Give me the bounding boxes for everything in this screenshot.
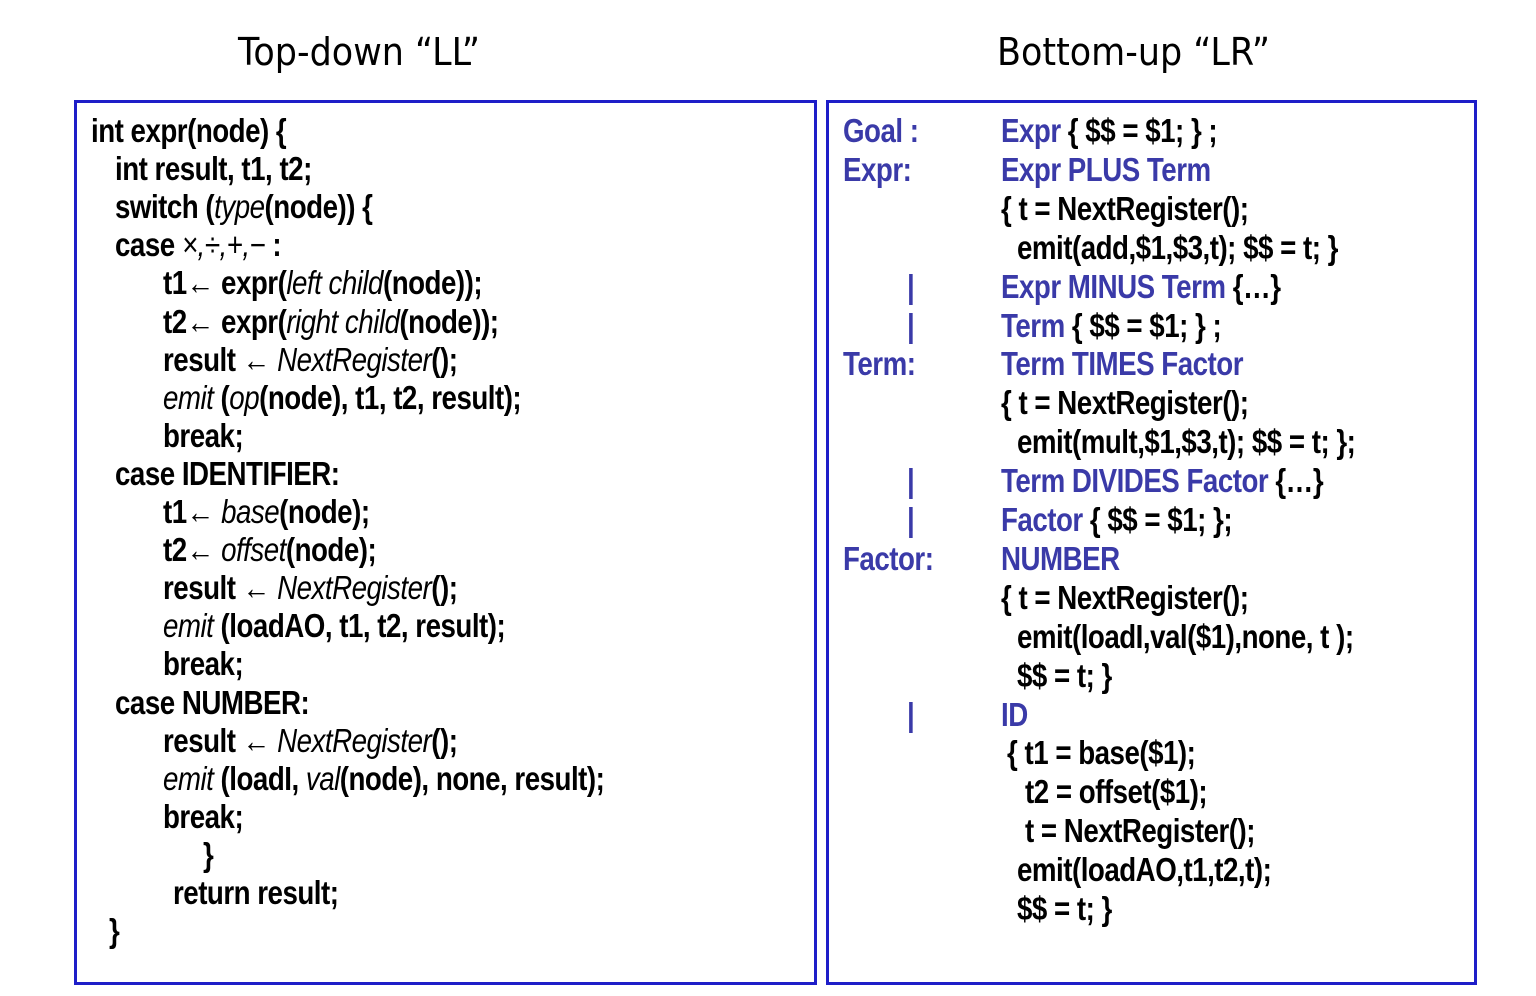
semantic-action: { $$ = $1; };	[1082, 501, 1233, 538]
bottom-up-lr-title: Bottom-up “LR”	[997, 30, 1270, 74]
grammar-rhs: Factor	[1001, 501, 1083, 538]
semantic-action: { t = NextRegister();	[1001, 578, 1249, 616]
code-token: (node));	[399, 302, 499, 340]
code-italic-token: NextRegister	[277, 340, 432, 378]
code-line	[163, 379, 521, 417]
code-line	[163, 607, 505, 645]
semantic-action: t = NextRegister();	[1025, 812, 1255, 850]
grammar-line	[1001, 268, 1280, 306]
code-token: result ←	[163, 569, 278, 607]
code-line	[163, 569, 457, 607]
grammar-line	[1001, 540, 1120, 578]
code-token: return result;	[173, 874, 339, 911]
semantic-action: { $$ = $1; } ;	[1064, 306, 1222, 344]
code-token: (	[213, 378, 230, 416]
code-italic-token: left child	[286, 264, 383, 302]
semantic-action: t2 = offset($1);	[1025, 773, 1208, 811]
grammar-line	[1001, 307, 1221, 345]
code-line	[163, 493, 370, 531]
code-line	[203, 836, 213, 874]
code-token: (loadAO, t1, t2, result);	[213, 607, 506, 645]
code-token: ();	[431, 721, 458, 759]
code-token: (node), none, result);	[339, 759, 605, 797]
semantic-action: emit(add,$1,$3,t); $$ = t; }	[1017, 228, 1338, 266]
code-italic-token: op	[229, 378, 260, 416]
code-italic-token: NextRegister	[277, 721, 432, 759]
code-token: switch (	[115, 188, 215, 226]
code-token: (loadI,	[213, 759, 306, 797]
code-line	[163, 417, 243, 455]
semantic-action: $$ = t; }	[1017, 890, 1112, 927]
code-token: break;	[163, 797, 244, 835]
code-token: t1←	[163, 493, 222, 530]
code-token: t2←	[163, 531, 222, 569]
grammar-line	[1001, 112, 1217, 150]
code-token: int expr(node) {	[91, 112, 287, 149]
code-token: }	[109, 912, 120, 950]
code-line	[91, 112, 286, 150]
grammar-line	[1001, 345, 1243, 383]
grammar-rhs: Expr PLUS Term	[1001, 150, 1211, 188]
code-token: (node));	[382, 264, 483, 302]
code-line	[109, 912, 119, 950]
code-token: case NUMBER:	[115, 683, 310, 721]
grammar-line	[1017, 423, 1355, 461]
grammar-line	[1001, 501, 1232, 539]
code-token: break;	[163, 645, 244, 683]
grammar-line	[1017, 229, 1338, 267]
grammar-rhs: Term DIVIDES Factor	[1001, 462, 1269, 500]
code-italic-token: emit	[163, 759, 214, 797]
code-token: case	[115, 226, 182, 264]
grammar-rhs: Term	[1001, 306, 1065, 344]
top-down-code-panel	[74, 100, 817, 985]
code-token: case IDENTIFIER:	[115, 454, 340, 492]
grammar-line	[1001, 384, 1248, 422]
grammar-rhs: Term TIMES Factor	[1001, 345, 1243, 383]
semantic-action: emit(loadI,val($1),none, t );	[1017, 617, 1354, 655]
code-line	[163, 303, 499, 341]
production-label: Goal :	[843, 112, 919, 149]
code-italic-token: NextRegister	[277, 569, 432, 607]
alternative-bar: |	[907, 306, 915, 344]
code-line	[115, 188, 372, 226]
production-label: Factor:	[843, 539, 934, 577]
code-line	[163, 531, 376, 569]
grammar-line	[1001, 151, 1211, 189]
code-token: result ←	[163, 340, 278, 378]
alternative-bar: |	[907, 267, 915, 305]
code-line	[115, 455, 340, 493]
code-line	[163, 341, 457, 379]
alternative-bar: |	[907, 462, 915, 500]
code-italic-token: emit	[163, 607, 214, 645]
production-label: Term:	[843, 345, 916, 383]
grammar-line	[1017, 657, 1112, 695]
code-line	[163, 760, 604, 798]
code-line	[173, 874, 338, 912]
grammar-line	[1025, 773, 1207, 811]
semantic-action: emit(mult,$1,$3,t); $$ = t; };	[1017, 423, 1356, 461]
code-line	[163, 722, 457, 760]
code-italic-token: offset	[221, 531, 286, 569]
code-italic-token: type	[214, 188, 265, 226]
semantic-action: $$ = t; }	[1017, 656, 1112, 694]
grammar-rhs: ID	[1001, 695, 1028, 733]
code-token: (node);	[279, 493, 370, 530]
code-italic-token: val	[305, 759, 340, 797]
semantic-action: { t1 = base($1);	[1007, 734, 1196, 772]
grammar-line	[1017, 890, 1112, 928]
grammar-line	[1001, 579, 1248, 617]
code-italic-token: emit	[163, 378, 214, 416]
grammar-line	[1017, 851, 1271, 889]
code-token: :	[265, 226, 282, 264]
code-token: int result, t1, t2;	[115, 150, 312, 188]
code-line	[163, 798, 243, 836]
bottom-up-grammar-panel	[826, 100, 1477, 985]
code-token: (node)) {	[264, 188, 373, 226]
code-italic-token: base	[221, 493, 280, 530]
code-token: t1← expr(	[163, 264, 287, 302]
grammar-line	[1001, 696, 1028, 734]
semantic-action: { t = NextRegister();	[1001, 384, 1249, 422]
code-token: ();	[431, 569, 458, 607]
code-line	[115, 150, 312, 188]
grammar-line	[1025, 812, 1255, 850]
code-italic-token: right child	[286, 302, 400, 340]
semantic-action: { t = NextRegister();	[1001, 189, 1249, 227]
top-down-ll-title: Top-down “LL”	[238, 30, 480, 74]
code-token: result ←	[163, 721, 278, 759]
semantic-action: emit(loadAO,t1,t2,t);	[1017, 851, 1272, 889]
production-label: Expr:	[843, 150, 912, 188]
alternative-bar: |	[907, 501, 915, 538]
code-line	[163, 645, 243, 683]
semantic-action: {…}	[1225, 267, 1281, 305]
semantic-action: {…}	[1268, 462, 1324, 500]
grammar-rhs: NUMBER	[1001, 539, 1120, 577]
code-line	[115, 684, 309, 722]
semantic-action: { $$ = $1; } ;	[1060, 112, 1218, 149]
grammar-line	[1001, 462, 1323, 500]
grammar-line	[1001, 190, 1248, 228]
code-token: (node), t1, t2, result);	[259, 378, 522, 416]
code-token: (node);	[285, 531, 377, 569]
grammar-rhs: Expr MINUS Term	[1001, 267, 1226, 305]
code-line	[115, 226, 281, 264]
code-italic-token: ×,÷,+,−	[181, 226, 266, 264]
alternative-bar: |	[907, 695, 915, 733]
code-token: break;	[163, 416, 244, 454]
grammar-line	[1017, 618, 1354, 656]
grammar-rhs: Expr	[1001, 112, 1061, 149]
code-token: }	[203, 835, 214, 873]
code-line	[163, 264, 482, 302]
grammar-line	[1007, 734, 1195, 772]
code-token: ();	[431, 340, 458, 378]
code-token: t2← expr(	[163, 302, 287, 340]
